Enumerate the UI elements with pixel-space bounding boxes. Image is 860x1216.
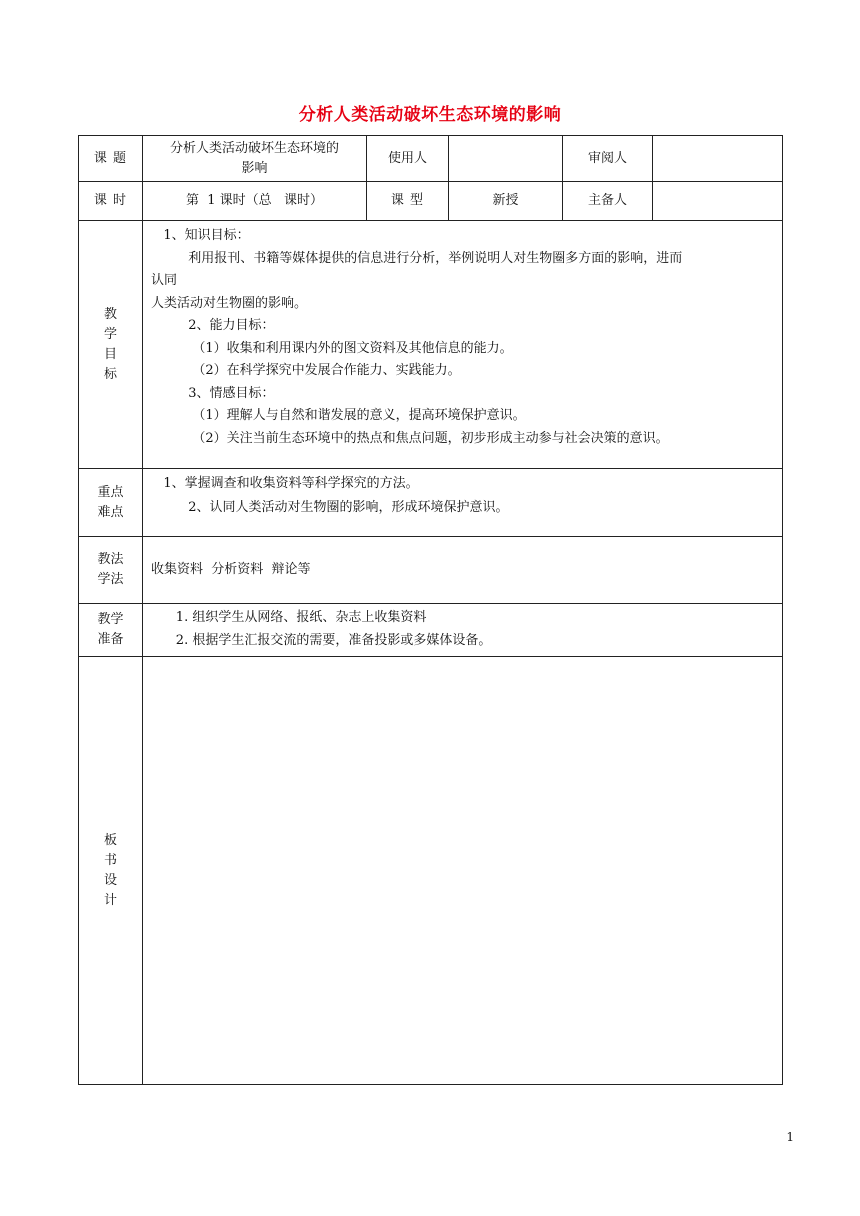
objectives-line: 利用报刊、书籍等媒体提供的信息进行分析，举例说明人对生物圈多方面的影响，进而 <box>151 250 683 266</box>
type-label: 课 型 <box>367 182 449 221</box>
key-points-content <box>143 469 783 537</box>
table-row <box>79 537 783 604</box>
table-row <box>79 604 783 657</box>
type-value: 新授 <box>449 182 563 221</box>
key-points-line: 1、掌握调查和收集资料等科学探究的方法。 <box>151 476 419 491</box>
objectives-line: 人类活动对生物圈的影响。 <box>151 295 308 311</box>
user-value <box>449 136 563 182</box>
period-value: 第 1 课时（总 课时） <box>143 182 367 221</box>
page-number: 1 <box>786 1130 794 1144</box>
table-row <box>79 136 783 182</box>
key-points-line: 2、认同人类活动对生物圈的影响，形成环境保护意识。 <box>151 500 509 515</box>
table-row <box>79 182 783 221</box>
preparer-value <box>653 182 783 221</box>
board-design-label: 板 书 设 计 <box>79 657 143 1085</box>
objectives-line: 3、情感目标： <box>151 385 275 401</box>
preparation-content <box>143 604 783 657</box>
objectives-line: （1）理解人与自然和谐发展的意义，提高环境保护意识。 <box>151 408 526 423</box>
reviewer-label: 审阅人 <box>563 136 653 182</box>
table-row <box>79 221 783 469</box>
period-label: 课 时 <box>79 182 143 221</box>
table-row <box>79 469 783 537</box>
objectives-line: （2）关注当前生态环境中的热点和焦点问题，初步形成主动参与社会决策的意识。 <box>151 430 669 446</box>
table-row <box>79 657 783 1085</box>
preparer-label: 主备人 <box>563 182 653 221</box>
objectives-content <box>143 221 783 469</box>
key-points-label: 重点 难点 <box>79 469 143 537</box>
objectives-line: （2）在科学探究中发展合作能力、实践能力。 <box>151 363 461 378</box>
methods-value: 收集资料 分析资料 辩论等 <box>143 537 783 604</box>
reviewer-value <box>653 136 783 182</box>
objectives-label: 教 学 目 标 <box>79 221 143 469</box>
document-title: 分析人类活动破坏生态环境的影响 <box>298 105 562 125</box>
preparation-line: 1. 组织学生从网络、报纸、杂志上收集资料 <box>151 610 427 625</box>
preparation-line: 2. 根据学生汇报交流的需要，准备投影或多媒体设备。 <box>151 633 492 648</box>
topic-value-line1: 分析人类活动破坏生态环境的 <box>169 140 339 156</box>
lesson-plan-table <box>78 135 783 1085</box>
board-design-content <box>143 657 783 1085</box>
topic-value-line2: 影响 <box>241 160 268 176</box>
topic-label: 课 题 <box>79 136 143 182</box>
topic-value <box>143 136 367 182</box>
objectives-line: （1）收集和利用课内外的图文资料及其他信息的能力。 <box>151 340 513 356</box>
preparation-label: 教学 准备 <box>79 604 143 657</box>
user-label: 使用人 <box>367 136 449 182</box>
objectives-line: 1、知识目标： <box>151 228 250 243</box>
methods-label: 教法 学法 <box>79 537 143 604</box>
objectives-line: 2、能力目标： <box>151 318 275 333</box>
objectives-line: 认同 <box>151 273 178 288</box>
